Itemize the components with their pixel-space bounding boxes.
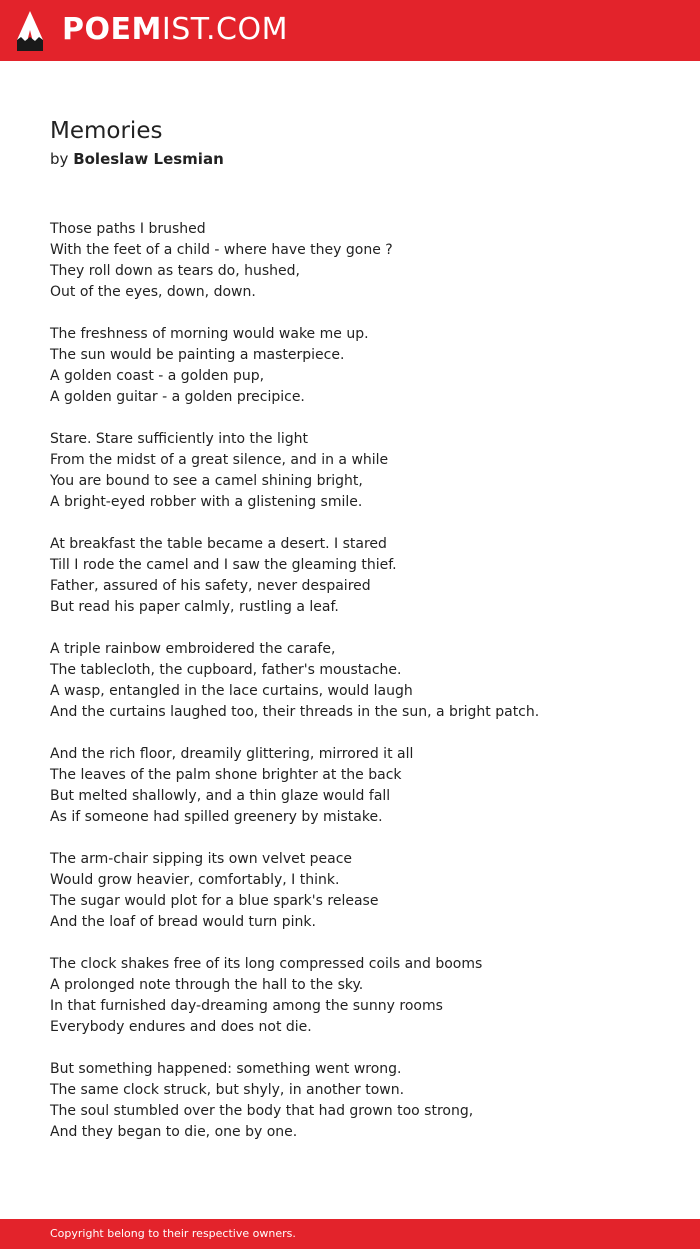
poem-stanza bbox=[50, 954, 670, 1038]
poem-line: A wasp, entangled in the lace curtains, would laugh bbox=[50, 683, 413, 699]
poem-line: With the feet of a child - where have they gone ? bbox=[50, 242, 393, 258]
pen-nib-icon bbox=[16, 10, 44, 52]
poem-line: The freshness of morning would wake me up. bbox=[50, 326, 369, 342]
poem-stanza bbox=[50, 849, 670, 933]
poem-line: The sugar would plot for a blue spark's release bbox=[50, 893, 379, 909]
poem-line: At breakfast the table became a desert. I stared bbox=[50, 536, 387, 552]
poem-line: And they began to die, one by one. bbox=[50, 1124, 298, 1140]
poem-stanza bbox=[50, 219, 670, 303]
poem-line: Till I rode the camel and I saw the gleaming thief. bbox=[50, 557, 397, 573]
poem-line: But read his paper calmly, rustling a leaf. bbox=[50, 599, 339, 615]
poem-line: The tablecloth, the cupboard, father's moustache. bbox=[50, 662, 402, 678]
poem-line: And the loaf of bread would turn pink. bbox=[50, 914, 316, 930]
poem-stanza bbox=[50, 534, 670, 618]
poem-line: But melted shallowly, and a thin glaze would fall bbox=[50, 788, 391, 804]
poem-line: The sun would be painting a masterpiece. bbox=[50, 347, 345, 363]
poem-stanza bbox=[50, 744, 670, 828]
poem-line: Those paths I brushed bbox=[50, 221, 206, 237]
poem-line: The leaves of the palm shone brighter at the back bbox=[50, 767, 402, 783]
poem-line: The arm-chair sipping its own velvet peace bbox=[50, 851, 353, 867]
poem-line: From the midst of a great silence, and in a while bbox=[50, 452, 389, 468]
site-logo-link[interactable] bbox=[62, 12, 288, 48]
poem-stanza bbox=[50, 429, 670, 513]
poem-line: They roll down as tears do, hushed, bbox=[50, 263, 300, 279]
poem-line: The soul stumbled over the body that had grown too strong, bbox=[50, 1103, 474, 1119]
poem-line: A triple rainbow embroidered the carafe, bbox=[50, 641, 336, 657]
poem-body bbox=[50, 219, 670, 1164]
poem-line: Stare. Stare sufficiently into the light bbox=[50, 431, 308, 447]
poem-line: Would grow heavier, comfortably, I think. bbox=[50, 872, 340, 888]
poem-stanza bbox=[50, 1059, 670, 1143]
poem-line: And the rich floor, dreamily glittering, mirrored it all bbox=[50, 746, 414, 762]
poem-line: The same clock struck, but shyly, in another town. bbox=[50, 1082, 405, 1098]
poem-line: You are bound to see a camel shining bright, bbox=[50, 473, 363, 489]
poem-stanza bbox=[50, 324, 670, 408]
poem-line: A prolonged note through the hall to the sky. bbox=[50, 977, 364, 993]
poem-title: Memories bbox=[50, 118, 163, 144]
poem-line: A golden guitar - a golden precipice. bbox=[50, 389, 305, 405]
poem-line: A golden coast - a golden pup, bbox=[50, 368, 265, 384]
site-header bbox=[0, 0, 700, 61]
logo-bold-text: POEM bbox=[62, 12, 162, 47]
poem-line: In that furnished day-dreaming among the sunny rooms bbox=[50, 998, 443, 1014]
poem-stanza bbox=[50, 639, 670, 723]
copyright-text: Copyright belong to their respective owners. bbox=[50, 1227, 296, 1240]
by-label: by bbox=[50, 150, 69, 168]
site-footer bbox=[0, 1219, 700, 1249]
poem-line: A bright-eyed robber with a glistening smile. bbox=[50, 494, 363, 510]
poem-line: The clock shakes free of its long compressed coils and booms bbox=[50, 956, 483, 972]
poem-line: Father, assured of his safety, never despaired bbox=[50, 578, 371, 594]
logo-light-text: IST.COM bbox=[161, 12, 288, 47]
poem-line: But something happened: something went wrong. bbox=[50, 1061, 402, 1077]
poem-line: Out of the eyes, down, down. bbox=[50, 284, 256, 300]
poem-line: As if someone had spilled greenery by mistake. bbox=[50, 809, 383, 825]
poem-byline bbox=[50, 148, 224, 170]
poem-line: Everybody endures and does not die. bbox=[50, 1019, 312, 1035]
poem-line: And the curtains laughed too, their threads in the sun, a bright patch. bbox=[50, 704, 540, 720]
poem-author: Boleslaw Lesmian bbox=[73, 150, 224, 168]
